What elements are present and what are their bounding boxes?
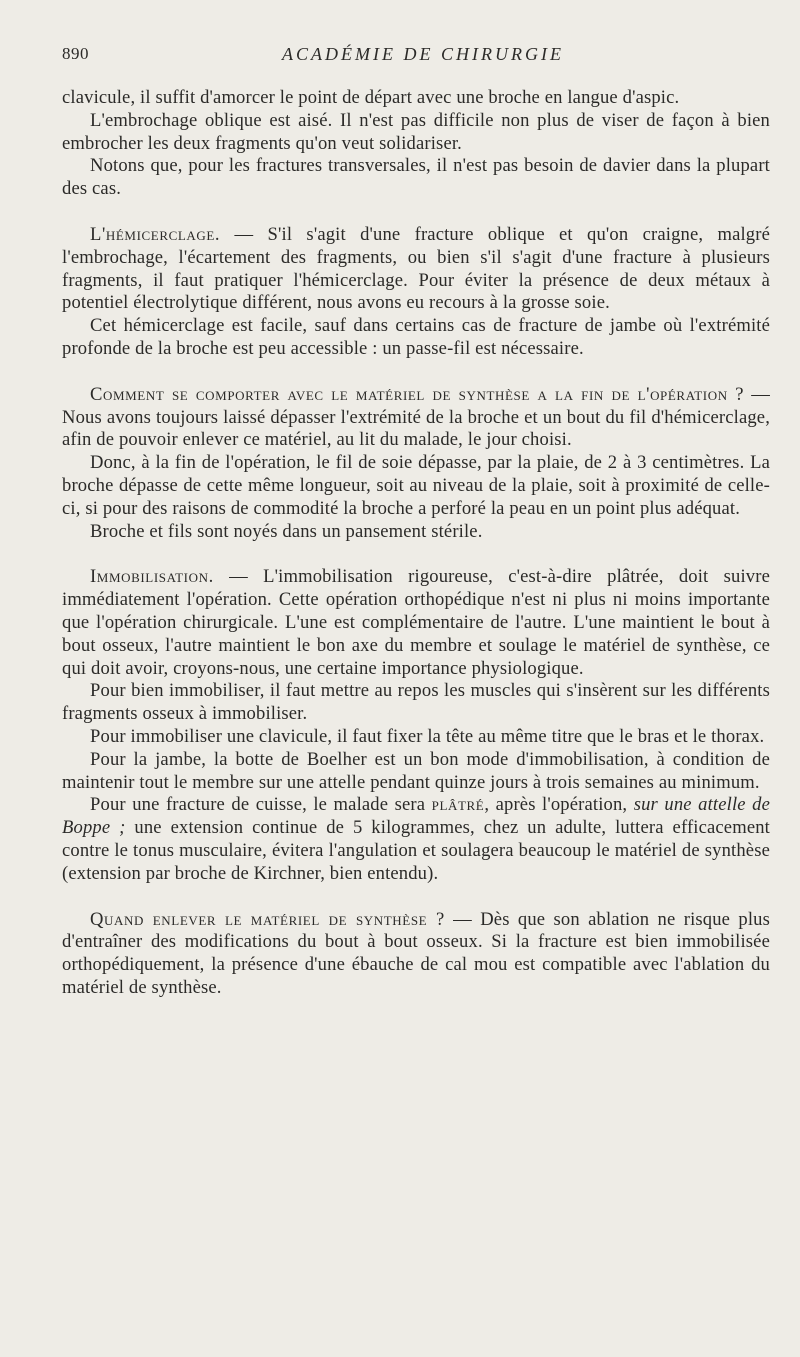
paragraph: Pour immobiliser une clavicule, il faut fixer la tête au même titre que le bras et le thorax.: [90, 725, 765, 747]
section-hemicerclage: [62, 224, 770, 361]
paragraph: Cet hémicerclage est facile, sauf dans certains cas de fracture de jambe où l'extrémité profonde de la broche est peu accessible : un passe-fil est nécessaire.: [62, 315, 770, 359]
text-run: une extension continue de 5 kilogrammes, chez un adulte, luttera efficacement contre le tonus musculaire, évitera l'angulation et soulagera beaucoup le matériel de synthèse (extension par broche de Kirchner, bien entendu).: [62, 817, 770, 884]
text-run: , après l'opération,: [484, 794, 634, 816]
section-heading: Immobilisation.: [90, 566, 214, 588]
running-head: [62, 44, 768, 70]
paragraph: L'embrochage oblique est aisé. Il n'est pas difficile non plus de viser de façon à bien embrocher les deux fragments qu'on veut solidariser.: [62, 109, 770, 154]
section-lead-text: — Dès que son ablation ne risque plus d'entraîner des modifications du bout à bout osseux. Si la fracture est bien immobilisée orthopédiquement, la présence d'une ébauche de cal mou est compatible avec l'ablation du matériel de synthèse.: [62, 908, 770, 998]
section-lead-paragraph: [62, 224, 770, 315]
section-heading: L'hémicerclage.: [90, 223, 221, 245]
section-lead-paragraph: [62, 384, 770, 452]
paragraph: Donc, à la fin de l'opération, le fil de soie dépasse, par la plaie, de 2 à 3 centimètres. La broche dépasse de cette même longueur, soit au niveau de la plaie, soit à proximité de celle-ci, si pour des raisons de commodité la broche a perforé la peau en un point plus adéquat.: [62, 452, 770, 519]
paragraph: Pour bien immobiliser, il faut mettre au repos les muscles qui s'insèrent sur les différents fragments osseux à immobiliser.: [62, 680, 770, 725]
section-lead-text: — S'il s'agit d'une fracture oblique et qu'on craigne, malgré l'embrochage, l'écartement des fragments, ou bien s'il s'agit d'une fracture à plusieurs fragments, il faut pratiquer l'hémicerclage. Pour éviter la présence de deux métaux à potentiel électrolytique différent, nous avons eu recours à la grosse soie.: [62, 223, 770, 314]
section-materiel-fin-operation: [62, 384, 770, 544]
section-lead-text: — L'immobilisation rigoureuse, c'est-à-dire plâtrée, doit suivre immédiatement l'opération. Cette opération orthopédique n'est ni plus ni moins importante que l'opération chirurgicale. L'une est complémentaire de l'autre. L'une maintient le bout à bout osseux, l'autre maintient le bon axe du membre et soulage le matériel de synthèse, ce qui doit avoir, croyons-nous, une certaine importance physiologique.: [62, 566, 770, 679]
section-immobilisation: [62, 566, 770, 885]
paragraph: Notons que, pour les fractures transversales, il n'est pas besoin de davier dans la plupart des cas.: [62, 155, 770, 200]
italic-phrase: sur une attelle de Boppe ;: [62, 794, 770, 839]
section-quand-enlever: [62, 909, 770, 1000]
section-heading: Comment se comporter avec le matériel de synthèse a la fin de l'opération ?: [90, 383, 745, 405]
section-lead-text: — Nous avons toujours laissé dépasser l'extrémité de la broche et un bout du fil d'hémicerclage, afin de pouvoir enlever ce matériel, au lit du malade, le jour choisi.: [62, 383, 770, 451]
paragraph: [62, 794, 770, 885]
emphasis-platre: plâtré: [431, 794, 485, 816]
paragraph: Pour la jambe, la botte de Boelher est un bon mode d'immobilisation, à condition de maintenir tout le membre sur une attelle pendant quinze jours à trois semaines au minimum.: [62, 748, 770, 793]
section-heading: Quand enlever le matériel de synthèse ?: [90, 908, 445, 930]
paragraph: clavicule, il suffit d'amorcer le point de départ avec une broche en langue d'aspic.: [62, 87, 680, 108]
article-body: [62, 87, 770, 1000]
page-number: 890: [62, 44, 89, 63]
section-lead-paragraph: [62, 566, 770, 680]
section-lead-paragraph: [62, 909, 770, 1000]
text-run: Pour une fracture de cuisse, le malade sera: [90, 794, 432, 816]
journal-title: ACADÉMIE DE CHIRURGIE: [282, 44, 564, 64]
paragraph: Broche et fils sont noyés dans un pansement stérile.: [90, 520, 483, 542]
